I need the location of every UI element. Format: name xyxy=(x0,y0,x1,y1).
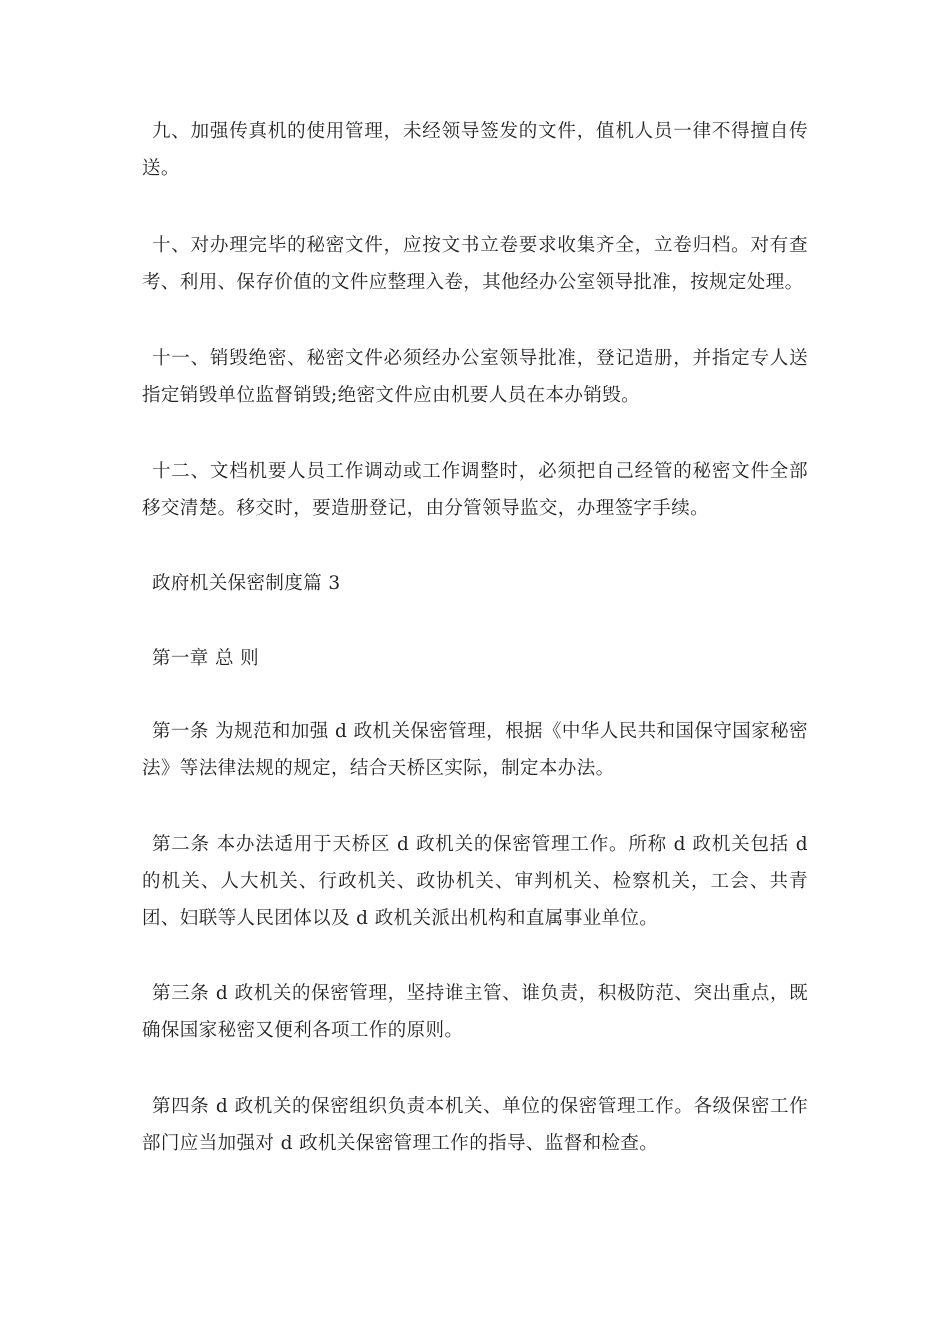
paragraph-clause-2: 第二条 本办法适用于天桥区 d 政机关的保密管理工作。所称 d 政机关包括 d 的机关、人大机关、行政机关、政协机关、审判机关、检察机关，工会、共青团、妇联等人民团体以及 d 政机关派出机构和直属事业单位。 xyxy=(142,834,808,929)
paragraph-clause-3: 第三条 d 政机关的保密管理，坚持谁主管、谁负责，积极防范、突出重点，既确保国家秘密又便利各项工作的原则。 xyxy=(142,983,808,1041)
paragraph-article-10: 十、对办理完毕的秘密文件，应按文书立卷要求收集齐全，立卷归档。对有查考、利用、保存价值的文件应整理入卷，其他经办公室领导批准，按规定处理。 xyxy=(142,235,808,293)
paragraph-article-11: 十一、销毁绝密、秘密文件必须经办公室领导批准，登记造册，并指定专人送指定销毁单位监督销毁;绝密文件应由机要人员在本办销毁。 xyxy=(142,348,808,406)
section-heading: 政府机关保密制度篇 3 xyxy=(152,573,341,594)
paragraph-clause-4: 第四条 d 政机关的保密组织负责本机关、单位的保密管理工作。各级保密工作部门应当加强对 d 政机关保密管理工作的指导、监督和检查。 xyxy=(142,1096,808,1154)
chapter-heading: 第一章 总 则 xyxy=(152,648,260,669)
paragraph-clause-1: 第一条 为规范和加强 d 政机关保密管理，根据《中华人民共和国保守国家秘密法》等法律法规的规定，结合天桥区实际，制定本办法。 xyxy=(142,721,808,779)
paragraph-article-9: 九、加强传真机的使用管理，未经领导签发的文件，值机人员一律不得擅自传送。 xyxy=(142,121,808,179)
paragraph-article-12: 十二、文档机要人员工作调动或工作调整时，必须把自己经管的秘密文件全部移交清楚。移交时，要造册登记，由分管领导监交，办理签字手续。 xyxy=(142,461,808,519)
